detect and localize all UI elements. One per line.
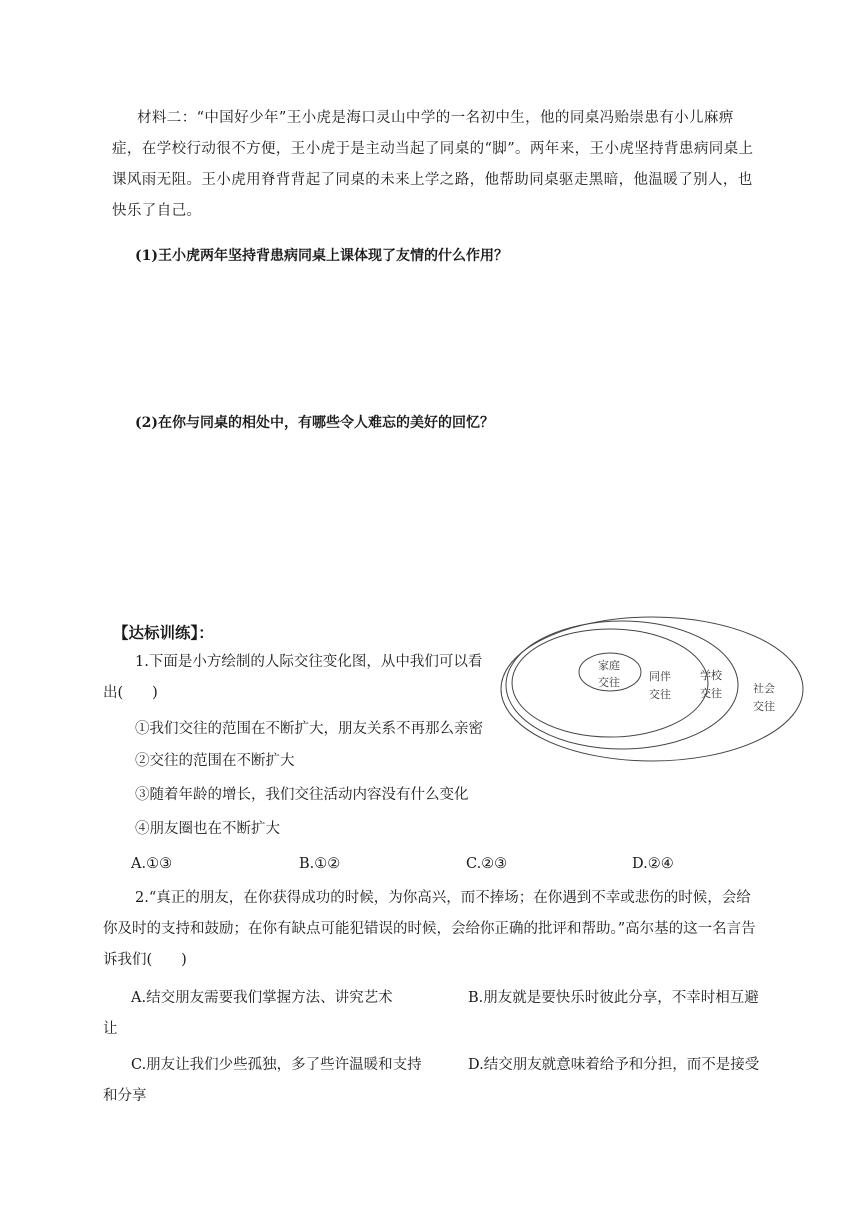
question-1: (1)王小虎两年坚持背患病同桌上课体现了友情的什么作用？ bbox=[135, 248, 508, 264]
peer-label-2: 交往 bbox=[649, 688, 671, 701]
item1-option-c: C.②③ bbox=[466, 856, 508, 872]
family-label-1: 家庭 bbox=[598, 659, 620, 672]
society-label-1: 社会 bbox=[753, 682, 775, 695]
item1-stem-line1: 1.下面是小方绘制的人际交往变化图，从中我们可以看 bbox=[135, 654, 483, 670]
material-two-paragraph: 材料二：“中国好少年”王小虎是海口灵山中学的一名初中生，他的同桌冯贻崇患有小儿麻痹症，在学校行动很不方便，王小虎于是主动当起了同桌的“脚”。两年来，王小虎坚持背患病同桌上课风雨无阻。王小虎用脊背背起了同桌的未来上学之路，他帮助同桌驱走黑暗，他温暖了别人，也快乐了自己。 bbox=[112, 110, 754, 219]
item1-statement-3: ③随着年龄的增长，我们交往活动内容没有什么变化 bbox=[135, 787, 469, 803]
item1-stem-line2: 出( ) bbox=[103, 685, 158, 701]
item2-option-b: B.朋友就是要快乐时彼此分享，不幸时相互避让 bbox=[103, 990, 759, 1037]
item2-option-d: D.结交朋友就意味着给予和分担，而不是接受和分享 bbox=[103, 1057, 760, 1104]
item2-option-c: C.朋友让我们少些孤独，多了些许温暖和支持 bbox=[131, 1057, 422, 1073]
item2-option-a: A.结交朋友需要我们掌握方法、讲究艺术 bbox=[131, 990, 393, 1006]
school-label-1: 学校 bbox=[700, 669, 722, 682]
school-label-2: 交往 bbox=[700, 687, 722, 700]
item2-stem: 2.“真正的朋友，在你获得成功的时候，为你高兴，而不捧场；在你遇到不幸或悲伤的时候，会给你及时的支持和鼓励；在你有缺点可能犯错误的时候，会给你正确的批评和帮助。”高尔基的这一名言告诉我们( ) bbox=[103, 890, 756, 968]
item1-option-d: D.②④ bbox=[632, 856, 674, 872]
section-heading: 【达标训练】： bbox=[113, 623, 214, 642]
item1-statement-1: ①我们交往的范围在不断扩大，朋友关系不再那么亲密 bbox=[135, 721, 483, 737]
interpersonal-circles-diagram bbox=[500, 616, 804, 762]
family-label-2: 交往 bbox=[598, 676, 620, 689]
peer-label-1: 同伴 bbox=[649, 670, 671, 683]
society-label-2: 交往 bbox=[753, 700, 775, 713]
item1-statement-2: ②交往的范围在不断扩大 bbox=[135, 753, 295, 769]
item1-option-a: A.①③ bbox=[131, 856, 173, 872]
item1-statement-4: ④朋友圈也在不断扩大 bbox=[135, 821, 280, 837]
item1-option-b: B.①② bbox=[299, 856, 341, 872]
question-2: (2)在你与同桌的相处中，有哪些令人难忘的美好的回忆？ bbox=[135, 415, 494, 431]
